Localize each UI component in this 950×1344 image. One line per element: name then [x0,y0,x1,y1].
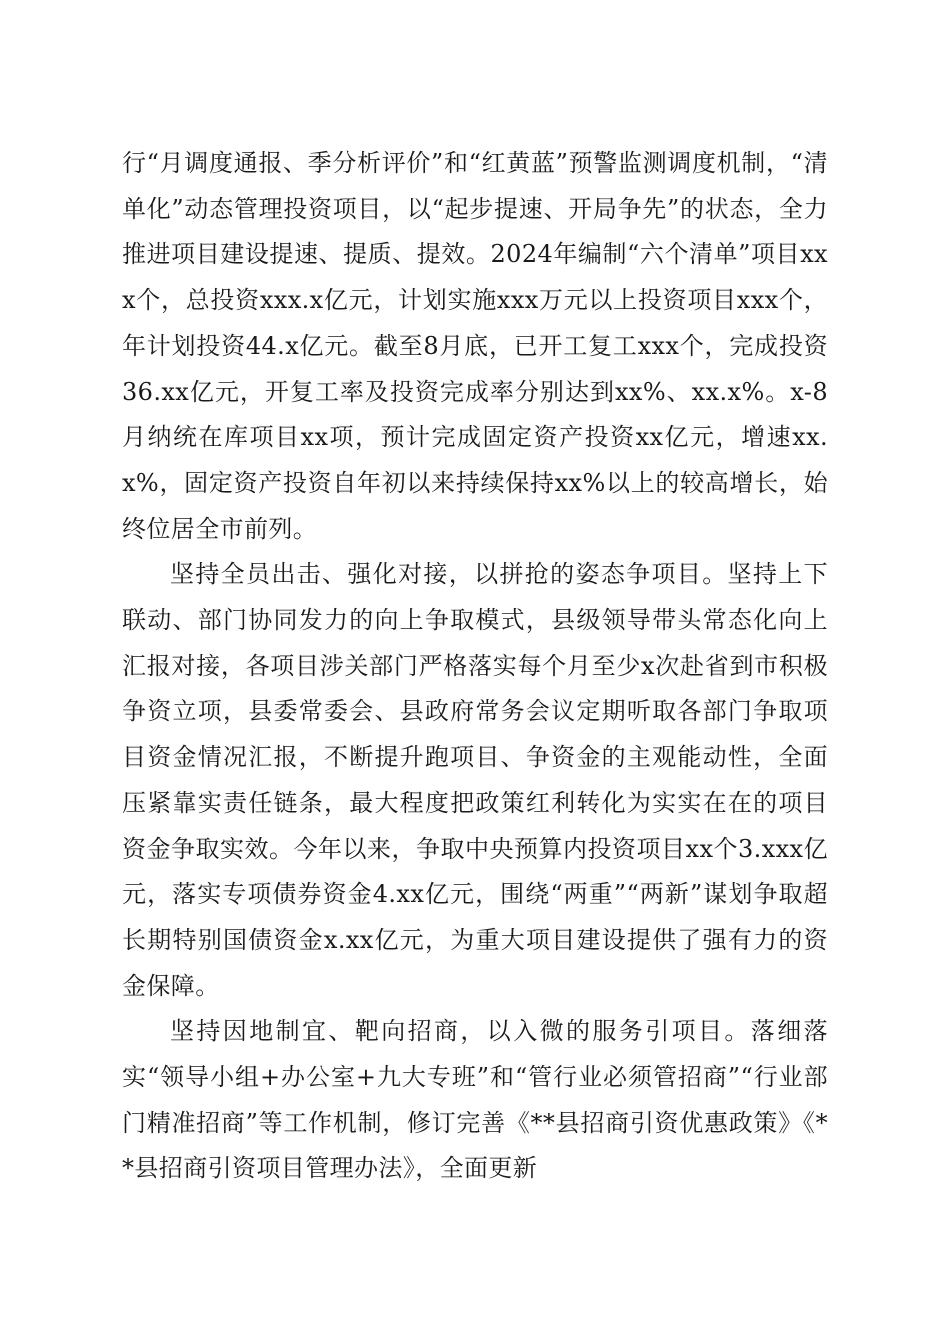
paragraph-3: 坚持因地制宜、靶向招商，以入微的服务引项目。落细落实“领导小组+办公室+九大专班”和“管行业必须管招商”“行业部门精准招商”等工作机制，修订完善《**县招商引资优惠政策》《**县招商引资项目管理办法》，全面更新 [122,1017,828,1183]
paragraph-2: 坚持全员出击、强化对接，以拼抢的姿态争项目。坚持上下联动、部门协同发力的向上争取模式，县级领导带头常态化向上汇报对接，各项目涉关部门严格落实每个月至少x次赴省到市积极争资立项，县委常委会、县政府常务会议定期听取各部门争取项目资金情况汇报，不断提升跑项目、争资金的主观能动性，全面压紧靠实责任链条，最大程度把政策红利转化为实实在在的项目资金争取实效。今年以来，争取中央预算内投资项目xx个3.xxx亿元，落实专项债券资金4.xx亿元，围绕“两重”“两新”谋划争取超长期特别国债资金x.xx亿元，为重大项目建设提供了强有力的资金保障。 [122,560,828,1000]
document-body [122,141,828,1192]
paragraph-1: 行“月调度通报、季分析评价”和“红黄蓝”预警监测调度机制，“清单化”动态管理投资项目，以“起步提速、开局争先”的状态，全力推进项目建设提速、提质、提效。2024年编制“六个清单”项目xxx个，总投资xxx.x亿元，计划实施xxx万元以上投资项目xxx个，年计划投资44.x亿元。截至8月底，已开工复工xxx个，完成投资36.xx亿元，开复工率及投资完成率分别达到xx%、xx.x%。x-8月纳统在库项目xx项，预计完成固定资产投资xx亿元，增速xx.x%，固定资产投资自年初以来持续保持xx%以上的较高增长，始终位居全市前列。 [122,149,828,543]
